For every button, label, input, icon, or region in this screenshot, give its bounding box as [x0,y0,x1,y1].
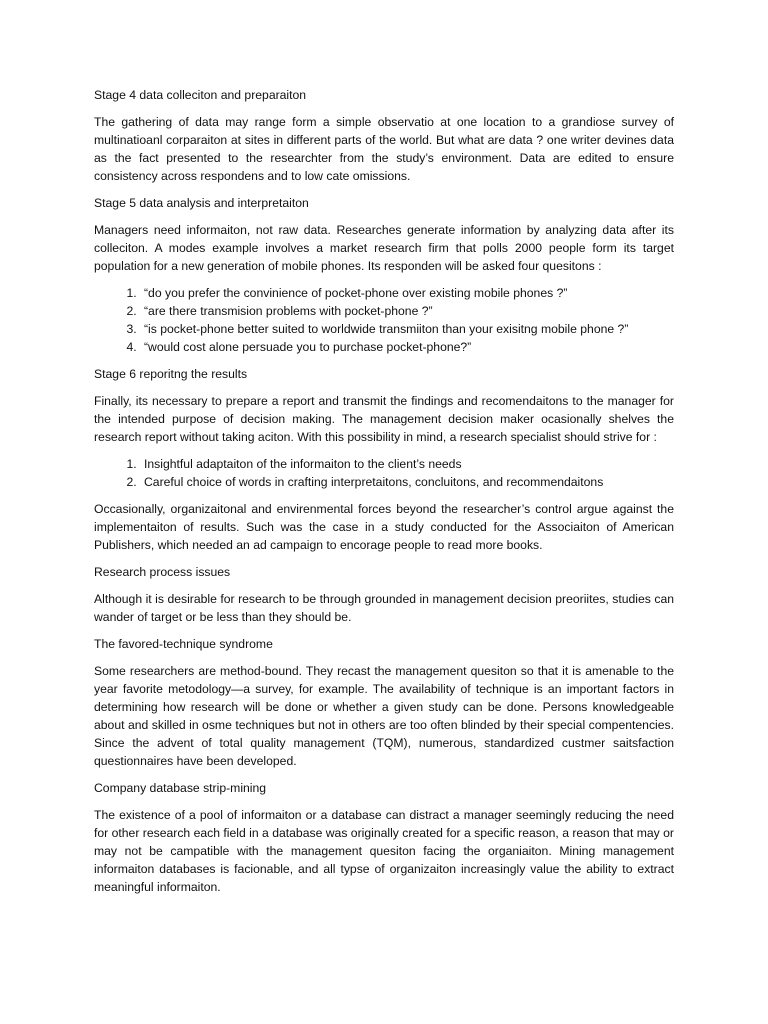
issues-heading: Research process issues [94,565,231,579]
stage5-heading: Stage 5 data analysis and interpretaiton [94,196,309,210]
stage6-items-list [94,455,674,491]
list-item: 2. Careful choice of words in crafting interpretaitons, concluitons, and recommendaitons [140,473,674,491]
stage4-paragraph: The gathering of data may range form a simple observatio at one location to a grandiose survey of multinatioanl corparaiton at sites in different parts of the world. But what are data ? one writer devines data as the fact presented to the researchter from the study’s environment. Data are edited to ensure consistency across respondens and to low cate omissions. [94,115,674,183]
issues-paragraph: Although it is desirable for research to be through grounded in management decision preoriites, studies can wander of target or be less than they should be. [94,592,674,624]
stage5-paragraph: Managers need informaiton, not raw data. Researches generate information by analyzing data after its colleciton. A modes example involves a market research firm that polls 2000 people form its target population for a new generation of mobile phones. Its responden will be asked four quesitons : [94,223,674,273]
stage6-heading: Stage 6 reporitng the results [94,367,248,381]
stage6-paragraph-1: Finally, its necessary to prepare a report and transmit the findings and recomendaitons to the manager for the intended purpose of decision making. The management decision maker ocasionally shelves the research report without taking aciton. With this possibility in mind, a research specialist should strive for : [94,394,674,444]
mining-heading: Company database strip-mining [94,781,267,795]
stage5-questions-list [94,284,674,356]
list-item: 1. Insightful adaptaiton of the informaiton to the client’s needs [140,455,674,473]
stage4-heading: Stage 4 data colleciton and preparaiton [94,88,307,102]
favored-paragraph: Some researchers are method-bound. They recast the management quesiton so that it is amenable to the year favorite metodology—a survey, for example. The availability of technique is an important factors in determining how research will be done or whether a given study can be done. Persons knowledgeable about and skilled in osme techniques but not in others are too often blinded by their special compentencies. Since the advent of total quality management (TQM), numerous, standardized custmer saitsfaction questionnaires have been developed. [94,664,674,768]
list-item: 4. “would cost alone persuade you to purchase pocket-phone?” [140,338,674,356]
list-item: 1. “do you prefer the convinience of pocket-phone over existing mobile phones ?” [140,284,674,302]
mining-paragraph: The existence of a pool of informaiton or a database can distract a manager seemingly reducing the need for other research each field in a database was originally created for a specific reason, a reason that may or may not be campatible with the management quesiton facing the organiaiton. Mining management informaiton databases is facionable, and all typse of organizaiton increasingly value the ability to extract meaningful informaiton. [94,808,674,894]
favored-heading: The favored-technique syndrome [94,637,273,651]
list-item: 2. “are there transmision problems with pocket-phone ?” [140,302,674,320]
stage6-paragraph-2: Occasionally, organizaitonal and envirenmental forces beyond the researcher’s control argue against the implementaiton of results. Such was the case in a study conducted for the Associaiton of American Publishers, which needed an ad campaign to encorage people to read more books. [94,502,674,552]
list-item: 3. “is pocket-phone better suited to worldwide transmiiton than your exisitng mobile phone ?” [140,320,674,338]
